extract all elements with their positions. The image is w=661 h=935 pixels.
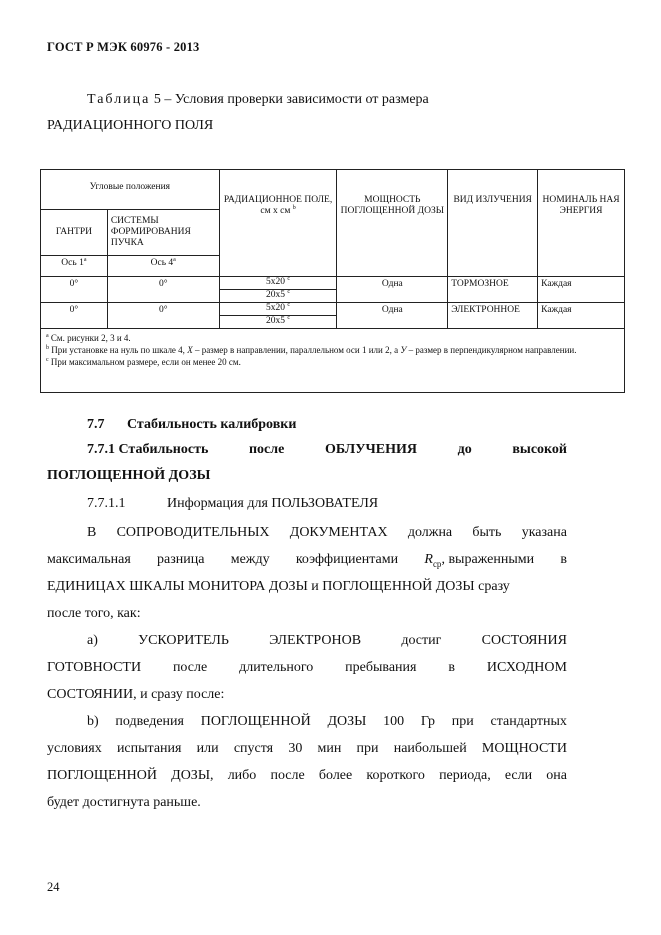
cell-gantry: 0°	[41, 303, 108, 329]
caption-label: Таблица	[87, 92, 151, 107]
table-row	[41, 303, 625, 316]
para-line: условиях испытания или спустя 30 мин при наибольшей МОЩНОСТИ	[47, 741, 567, 756]
header-gantry: ГАНТРИ	[41, 210, 108, 256]
page-number: 24	[47, 880, 60, 894]
cell-field: 20х5 $^c$	[219, 290, 337, 303]
para-line: ЕДИНИЦАХ ШКАЛЫ МОНИТОРА ДОЗЫ и ПОГЛОЩЕННОЙ ДОЗЫ сразу	[47, 579, 510, 594]
para-line: ПОГЛОЩЕННОЙ ДОЗЫ, либо после более короткого периода, если она	[47, 768, 567, 783]
section-heading-7-7-1: 7.7.1 Стабильность после ОБЛУЧЕНИЯ до высокой	[87, 442, 567, 457]
header-angles: Угловые положения	[41, 170, 220, 210]
cell-type: ТОРМОЗНОЕ	[448, 277, 538, 303]
footnote-c: $^c$ При максимальном размере, если он менее 20 см.	[46, 357, 241, 368]
section-heading-7-7-1-1: 7.7.1.1 Информация для ПОЛЬЗОВАТЕЛЯ	[87, 496, 379, 511]
para-line: после того, как:	[47, 606, 141, 621]
para-line: b) подведения ПОГЛОЩЕННОЙ ДОЗЫ 100 Гр при стандартных	[87, 714, 567, 729]
cell-field: 20х5 $^c$	[219, 316, 337, 329]
list-item-a	[47, 627, 567, 708]
header-dose-rate: МОЩНОСТЬ ПОГЛОЩЕННОЙ ДОЗЫ	[337, 170, 448, 277]
header-field-label: РАДИАЦИОННОЕ ПОЛЕ,	[223, 195, 333, 205]
document-header: ГОСТ Р МЭК 60976 - 2013	[47, 40, 200, 54]
header-field-unit: см х см	[260, 205, 291, 216]
header-radiation-field	[219, 170, 337, 277]
cell-beam: 0°	[107, 303, 219, 329]
list-item-b	[47, 708, 567, 816]
paragraph-documents	[47, 519, 567, 627]
cell-type: ЭЛЕКТРОННОЕ	[448, 303, 538, 329]
caption-number: 5	[153, 92, 161, 107]
header-nominal-energy: НОМИНАЛЬ НАЯ ЭНЕРГИЯ	[538, 170, 625, 277]
table-5	[40, 169, 625, 393]
header-radiation-type: ВИД ИЗЛУЧЕНИЯ	[448, 170, 538, 277]
cell-dose: Одна	[337, 303, 448, 329]
cell-field: 5х20 $^c$	[219, 277, 337, 290]
para-line: ГОТОВНОСТИ после длительного пребывания в ИСХОДНОМ	[47, 660, 567, 675]
para-line: СОСТОЯНИИ, и сразу после:	[47, 687, 225, 702]
cell-field: 5х20 $^c$	[219, 303, 337, 316]
header-axis-1: Ось 1$^a$	[41, 256, 108, 277]
cell-beam: 0°	[107, 277, 219, 303]
para-line: В СОПРОВОДИТЕЛЬНЫХ ДОКУМЕНТАХ должна быть указана	[87, 525, 567, 540]
header-axis-4: Ось 4$^a$	[107, 256, 219, 277]
cell-gantry: 0°	[41, 277, 108, 303]
caption-text: – Условия проверки зависимости от размера	[164, 92, 429, 107]
cell-dose: Одна	[337, 277, 448, 303]
footnote-a: $^a$ См. рисунки 2, 3 и 4.	[46, 333, 131, 343]
footnote-b-mark: b	[292, 204, 296, 211]
para-line: будет достигнута раньше.	[47, 795, 201, 810]
section-heading-7-7: 7.7 Стабильность калибровки	[87, 417, 297, 432]
table-caption-line2: РАДИАЦИОННОГО ПОЛЯ	[47, 118, 214, 133]
table-notes	[41, 329, 625, 393]
header-beam-system: СИСТЕМЫ ФОРМИРОВАНИЯ ПУЧКА	[107, 210, 219, 256]
table-caption	[87, 92, 429, 108]
cell-energy: Каждая	[538, 303, 625, 329]
footnote-b: $^b$ При установке на нуль по шкале 4, X – размер в направлении, параллельном оси 1 или 2, а У – размер в перпендикулярном направлении.	[46, 345, 577, 356]
cell-energy: Каждая	[538, 277, 625, 303]
para-line: а) УСКОРИТЕЛЬ ЭЛЕКТРОНОВ достиг СОСТОЯНИЯ	[87, 633, 567, 648]
table-row	[41, 277, 625, 290]
para-line: максимальная разница между коэффициентами $R_{ср}$, выраженными в	[47, 552, 567, 569]
section-heading-7-7-1-cont: ПОГЛОЩЕННОЙ ДОЗЫ	[47, 468, 211, 483]
